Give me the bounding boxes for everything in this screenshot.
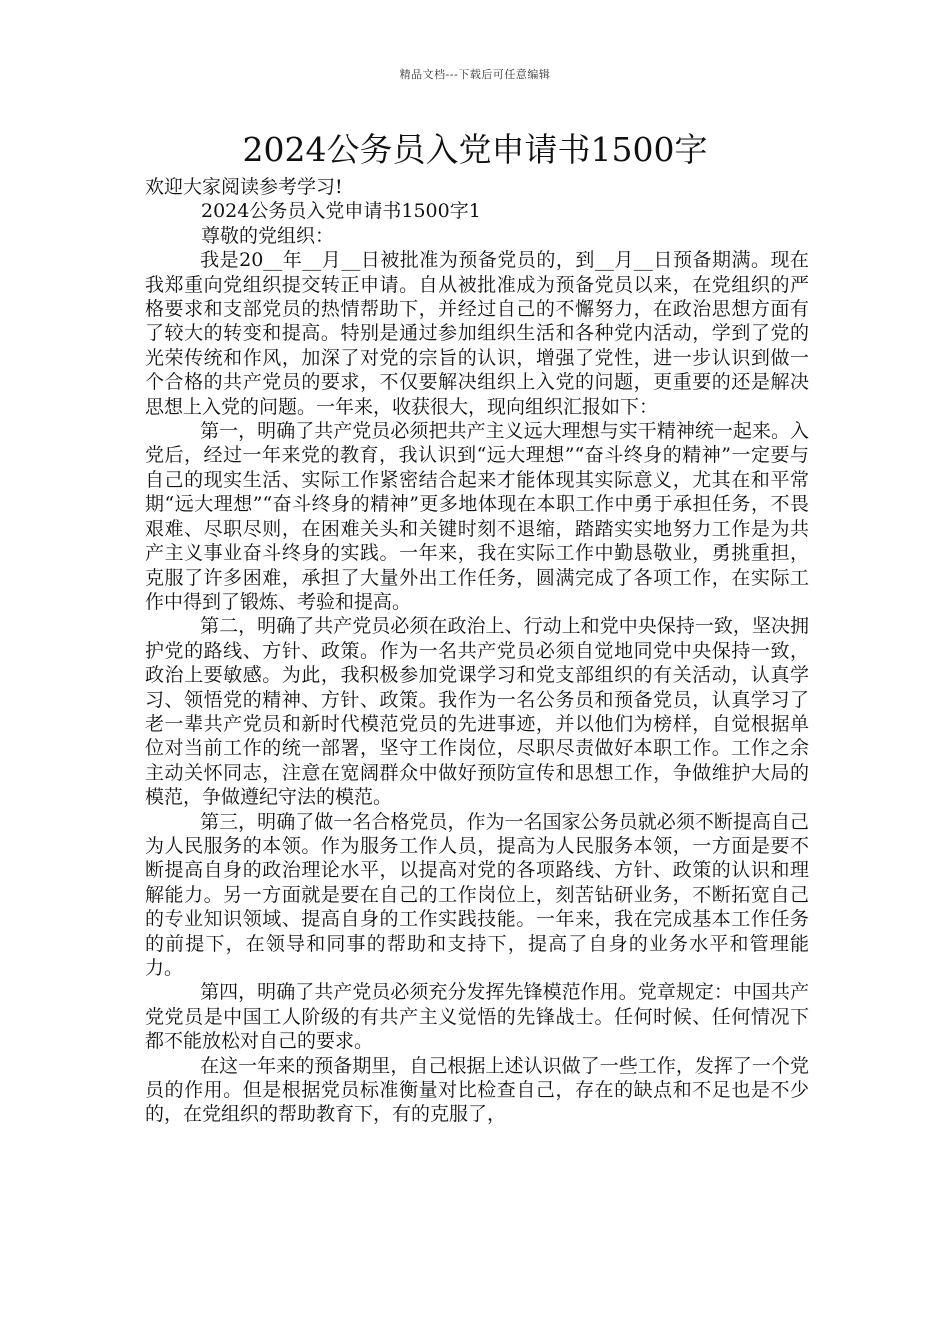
document-body xyxy=(145,175,809,1127)
document-title: 2024公务员入党申请书1500字 xyxy=(242,130,708,169)
paragraph-1: 我是20__年__月__日被批准为预备党员的，到__月__日预备期满。现在我郑重向党组织提交转正申请。自从被批准成为预备党员以来，在党组织的严格要求和支部党员的热情帮助下，并经过自己的不懈努力，在政治思想方面有了较大的转变和提高。特别是通过参加组织生活和各种党内活动，学到了党的光荣传统和作风，加深了对党的宗旨的认识，增强了党性，进一步认识到做一个合格的共产党员的要求，不仅要解决组织上入党的问题，更重要的还是解决思想上入党的问题。一年来，收获很大，现向组织汇报如下： xyxy=(145,249,809,418)
paragraph-5: 第四，明确了共产党员必须充分发挥先锋模范作用。党章规定：中国共产党党员是中国工人阶级的有共产主义觉悟的先锋战士。任何时候、任何情况下都不能放松对自己的要求。 xyxy=(145,981,809,1053)
page-header-note: 精品文档---下载后可任意编辑 xyxy=(399,68,551,81)
paragraph-6: 在这一年来的预备期里，自己根据上述认识做了一些工作，发挥了一个党员的作用。但是根据党员标准衡量对比检查自己，存在的缺点和不足也是不少的，在党组织的帮助教育下，有的克服了， xyxy=(145,1054,809,1126)
paragraph-4: 第三，明确了做一名合格党员，作为一名国家公务员就必须不断提高自己为人民服务的本领。作为服务工作人员，提高为人民服务本领，一方面是要不断提高自身的政治理论水平，以提高对党的各项路线、方针、政策的认识和理解能力。另一方面就是要在自己的工作岗位上，刻苦钻研业务，不断拓宽自己的专业知识领域、提高自身的工作实践技能。一年来，我在完成基本工作任务的前提下，在领导和同事的帮助和支持下，提高了自身的业务水平和管理能力。 xyxy=(145,810,809,979)
intro-line: 欢迎大家阅读参考学习! xyxy=(145,176,343,198)
paragraph-2: 第一，明确了共产党员必须把共产主义远大理想与实干精神统一起来。入党后，经过一年来党的教育，我认识到“远大理想”“奋斗终身的精神”一定要与自己的现实生活、实际工作紧密结合起来才能体现其实际意义，尤其在和平常期“远大理想”“奋斗终身的精神”更多地体现在本职工作中勇于承担任务，不畏艰难、尽职尽则，在困难关头和关键时刻不退缩，踏踏实实地努力工作是为共产主义事业奋斗终身的实践。一年来，我在实际工作中勤恳敬业，勇挑重担，克服了许多困难，承担了大量外出工作任务，圆满完成了各项工作，在实际工作中得到了锻炼、考验和提高。 xyxy=(145,420,809,613)
salutation-line: 尊敬的党组织： xyxy=(201,224,335,247)
subtitle-line: 2024公务员入党申请书1500字1 xyxy=(201,200,481,223)
paragraph-3: 第二，明确了共产党员必须在政治上、行动上和党中央保持一致，坚决拥护党的路线、方针、政策。作为一名共产党员必须自觉地同党中央保持一致，政治上要敏感。为此，我积极参加党课学习和党支部组织的有关活动，认真学习、领悟党的精神、方针、政策。我作为一名公务员和预备党员，认真学习了老一辈共产党员和新时代模范党员的先进事迹，并以他们为榜样，自觉根据单位对当前工作的统一部署，坚守工作岗位，尽职尽责做好本职工作。工作之余主动关怀同志，注意在宽阔群众中做好预防宣传和思想工作，争做维护大局的模范，争做遵纪守法的模范。 xyxy=(145,615,809,809)
